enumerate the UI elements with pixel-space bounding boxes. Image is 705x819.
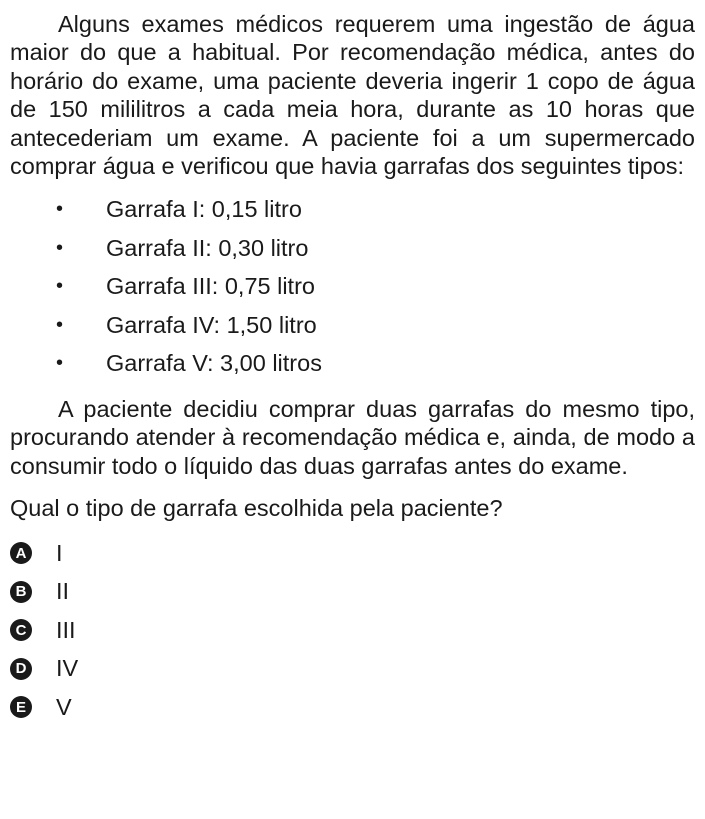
option-a[interactable] bbox=[10, 534, 695, 573]
bullet-icon: • bbox=[56, 198, 64, 221]
option-text: III bbox=[56, 616, 76, 643]
option-text: II bbox=[56, 578, 70, 605]
option-text: IV bbox=[56, 655, 79, 682]
list-item bbox=[10, 306, 695, 345]
option-b[interactable] bbox=[10, 573, 695, 612]
list-item bbox=[10, 229, 695, 268]
option-letter-icon: C bbox=[10, 619, 32, 641]
bullet-icon: • bbox=[56, 236, 64, 259]
followup-paragraph: A paciente decidiu comprar duas garrafas do mesmo tipo, procurando atender à recomendação médica e, ainda, de modo a consumir todo o líquido das duas garrafas antes do exame. bbox=[10, 395, 695, 479]
option-letter-icon: E bbox=[10, 696, 32, 718]
bottle-label: Garrafa I: 0,15 litro bbox=[106, 196, 302, 223]
bullet-icon: • bbox=[56, 352, 64, 375]
option-letter-icon: B bbox=[10, 581, 32, 603]
option-d[interactable] bbox=[10, 650, 695, 689]
option-text: V bbox=[56, 693, 72, 720]
answer-options bbox=[10, 534, 695, 727]
bottle-list bbox=[10, 190, 695, 383]
intro-paragraph: Alguns exames médicos requerem uma ingestão de água maior do que a habitual. Por recomendação médica, antes do horário do exame, uma paciente deveria ingerir 1 copo de água de 150 mililitros a cada meia hora, durante as 10 horas que antecederiam um exame. A paciente foi a um supermercado comprar água e verificou que havia garrafas dos seguintes tipos: bbox=[10, 11, 695, 180]
bullet-icon: • bbox=[56, 275, 64, 298]
option-text: I bbox=[56, 539, 63, 566]
bottle-label: Garrafa V: 3,00 litros bbox=[106, 350, 322, 377]
list-item bbox=[10, 344, 695, 383]
bottle-label: Garrafa II: 0,30 litro bbox=[106, 234, 309, 261]
option-letter-icon: D bbox=[10, 658, 32, 680]
bottle-label: Garrafa IV: 1,50 litro bbox=[106, 311, 317, 338]
question-text: Qual o tipo de garrafa escolhida pela paciente? bbox=[10, 495, 503, 522]
option-letter-icon: A bbox=[10, 542, 32, 564]
list-item bbox=[10, 267, 695, 306]
option-c[interactable] bbox=[10, 611, 695, 650]
option-e[interactable] bbox=[10, 688, 695, 727]
list-item bbox=[10, 190, 695, 229]
bottle-label: Garrafa III: 0,75 litro bbox=[106, 273, 315, 300]
bullet-icon: • bbox=[56, 313, 64, 336]
